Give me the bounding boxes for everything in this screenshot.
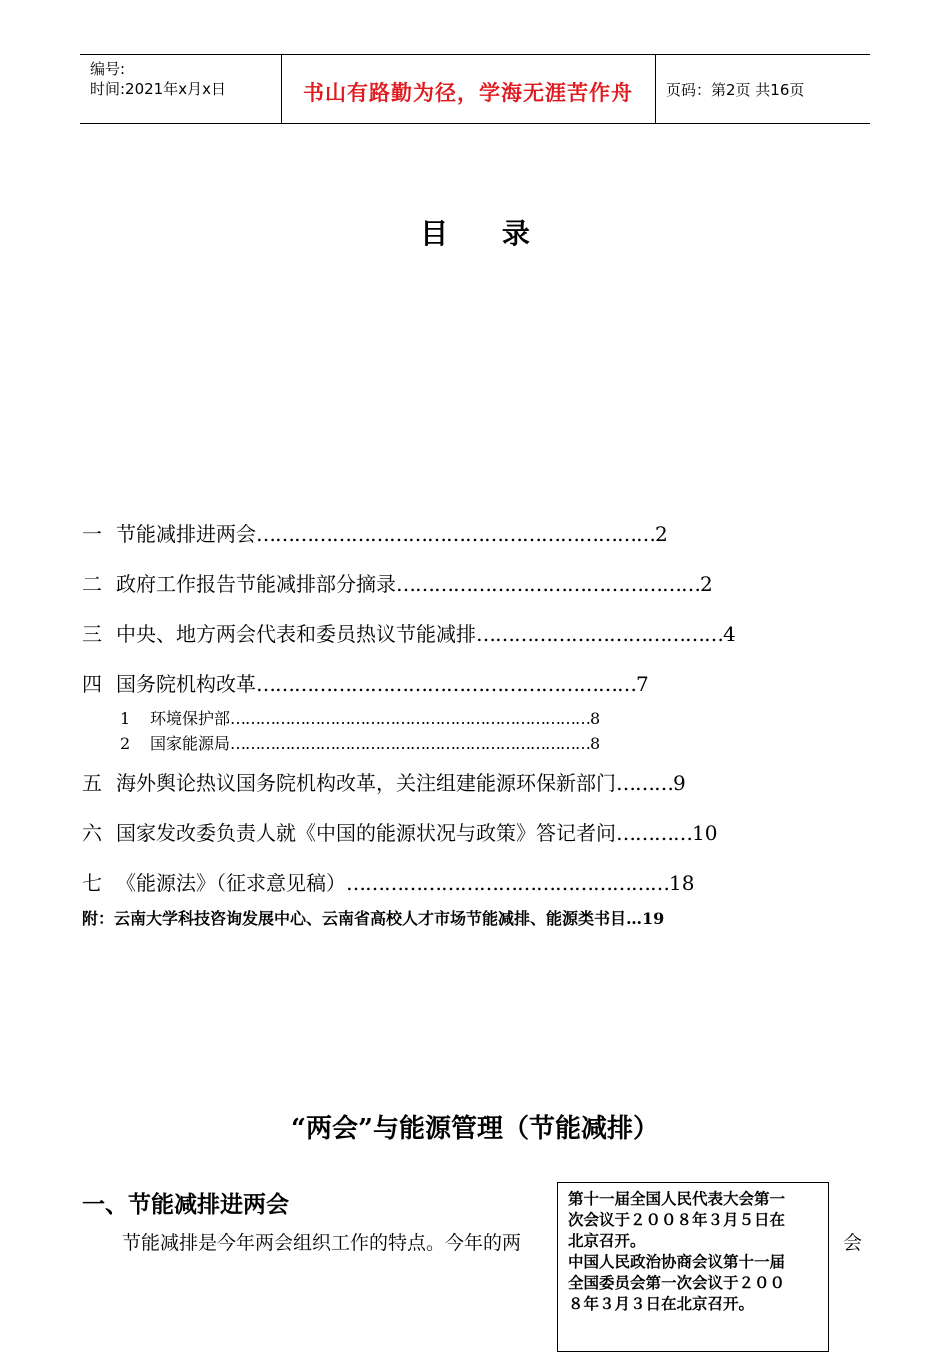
- toc-entry[interactable]: [82, 618, 736, 647]
- toc-entry[interactable]: [82, 568, 713, 597]
- toc-entry-page: 10: [692, 821, 718, 845]
- toc-entry-page: 2: [655, 522, 668, 546]
- toc-entry[interactable]: [82, 767, 686, 796]
- note-line: 北京召开。: [568, 1231, 646, 1250]
- page-header: [80, 54, 870, 124]
- toc-entry-page: 8: [590, 709, 601, 728]
- toc-entry-number: 一: [82, 522, 102, 546]
- toc-leader-dots: …………………………………: [476, 622, 723, 646]
- note-line: 全国委员会第一次会议于２００: [568, 1273, 786, 1292]
- article-title: “两会”与能源管理（节能减排）: [291, 1114, 659, 1144]
- note-line: 第十一届全国人民代表大会第一: [568, 1189, 786, 1208]
- toc-subentry[interactable]: [120, 706, 600, 729]
- toc-entry-number: 二: [82, 572, 102, 596]
- toc-entry-text: 海外舆论热议国务院机构改革，关注组建能源环保新部门: [116, 771, 616, 795]
- toc-leader-dots: ………………………………………………………………: [230, 734, 591, 753]
- toc-entry-text: 《能源法》（征求意见稿）: [116, 871, 346, 895]
- time-label: 时间:2021年x月x日: [90, 80, 226, 98]
- note-line: ８年３月３日在北京召开。: [568, 1294, 755, 1313]
- body-paragraph-continuation: 会: [843, 1232, 863, 1254]
- toc-leader-dots: …………………………………………: [396, 572, 700, 596]
- toc-entry-page: 18: [669, 871, 695, 895]
- toc-entry-page: 7: [636, 672, 649, 696]
- toc-entry-number: 三: [82, 622, 102, 646]
- toc-entry-page: 4: [723, 622, 736, 646]
- toc-appendix[interactable]: 附：云南大学科技咨询发展中心、云南省高校人才市场节能减排、能源类书目…19: [82, 909, 665, 928]
- note-line: 中国人民政治协商会议第十一届: [568, 1252, 786, 1271]
- section-heading: 一、节能减排进两会: [82, 1191, 289, 1218]
- toc-entry[interactable]: [82, 867, 694, 896]
- toc-entry-page: 9: [673, 771, 686, 795]
- toc-leader-dots: ………………………………………………………………: [230, 709, 591, 728]
- toc-leader-dots: ………: [616, 771, 673, 795]
- toc-entry-text: 中央、地方两会代表和委员热议节能减排: [116, 622, 476, 646]
- toc-entry-number: 2: [120, 734, 131, 753]
- toc-entry[interactable]: [82, 518, 668, 547]
- toc-subentry[interactable]: [120, 731, 600, 754]
- header-divider: [655, 55, 656, 123]
- toc-leader-dots: ……………………………………………: [346, 871, 669, 895]
- page-number: 页码：第2页 共16页: [666, 81, 805, 99]
- toc-entry-text: 国家发改委负责人就《中国的能源状况与政策》答记者问: [116, 821, 616, 845]
- note-line: 次会议于２００８年３月５日在: [568, 1210, 786, 1229]
- toc-entry-text: 环境保护部: [150, 709, 231, 728]
- toc-entry-number: 四: [82, 672, 102, 696]
- toc-entry[interactable]: [82, 668, 649, 697]
- toc-leader-dots: …………: [616, 821, 692, 845]
- body-paragraph: 节能减排是今年两会组织工作的特点。今年的两: [122, 1232, 522, 1254]
- note-box: [557, 1182, 829, 1352]
- toc-entry-number: 六: [82, 821, 102, 845]
- toc-entry-text: 政府工作报告节能减排部分摘录: [116, 572, 396, 596]
- header-motto: 书山有路勤为径，学海无涯苦作舟: [303, 81, 633, 105]
- toc-entry-number: 1: [120, 709, 131, 728]
- toc-entry-text: 节能减排进两会: [116, 522, 256, 546]
- serial-label: 编号:: [90, 60, 126, 78]
- toc-entry-page: 2: [700, 572, 713, 596]
- toc-entry-number: 五: [82, 771, 102, 795]
- toc-entry[interactable]: [82, 817, 717, 846]
- toc-leader-dots: ……………………………………………………: [256, 672, 636, 696]
- toc-entry-text: 国家能源局: [150, 734, 231, 753]
- toc-entry-text: 国务院机构改革: [116, 672, 256, 696]
- header-meta: [90, 59, 226, 99]
- toc-entry-number: 七: [82, 871, 102, 895]
- toc-leader-dots: ………………………………………………………: [256, 522, 655, 546]
- toc-entry-page: 8: [590, 734, 601, 753]
- toc-title: 目 录: [420, 217, 552, 250]
